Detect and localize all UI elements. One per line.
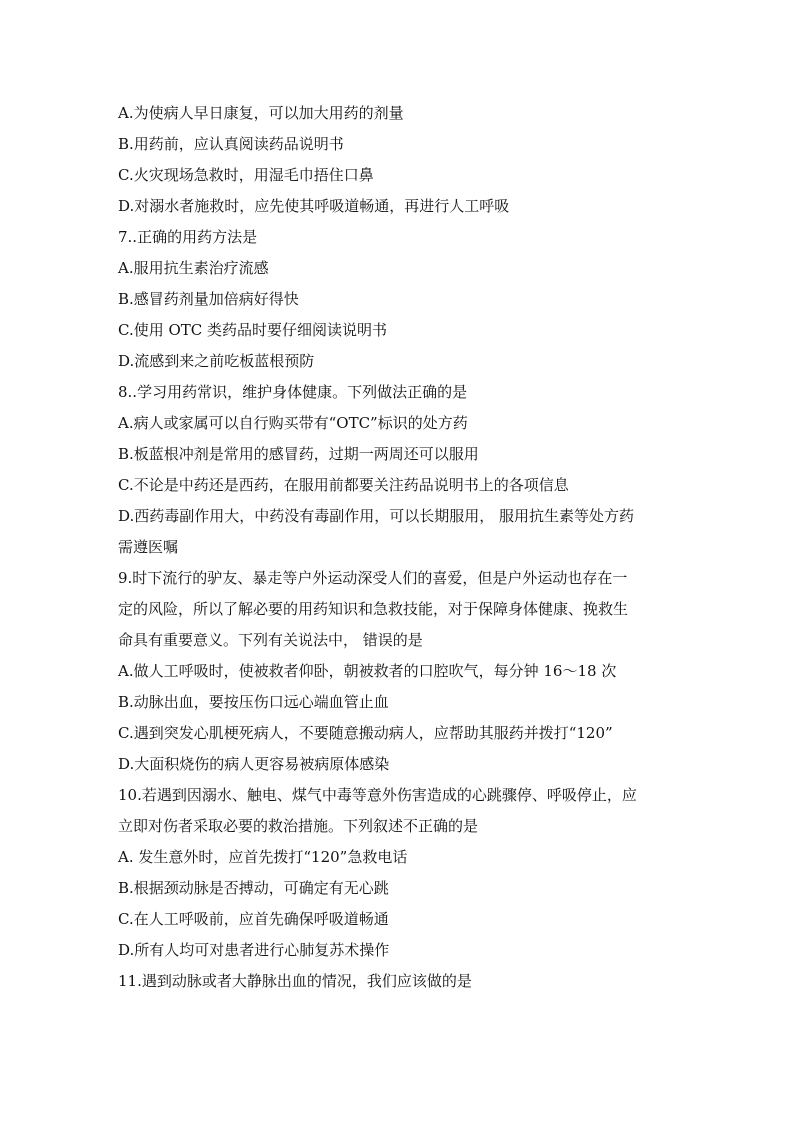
option-line: C.在人工呼吸前，应首先确保呼吸道畅通 (118, 910, 389, 928)
question-text-block (118, 98, 678, 997)
question-stem: 9.时下流行的驴友、暴走等户外运动深受人们的喜爱，但是户外运动也存在一 (118, 569, 628, 587)
option-line-continued: 需遵医嘱 (118, 538, 179, 556)
option-line: A. 发生意外时，应首先拨打“120”急救电话 (118, 848, 408, 866)
option-line: C.使用 OTC 类药品时要仔细阅读说明书 (118, 321, 388, 339)
option-line: B.感冒药剂量加倍病好得快 (118, 290, 299, 308)
option-line: C.不论是中药还是西药，在服用前都要关注药品说明书上的各项信息 (118, 476, 569, 494)
option-line: A.做人工呼吸时，使被救者仰卧，朝被救者的口腔吹气，每分钟 16～18 次 (118, 662, 617, 680)
option-line: B.用药前，应认真阅读药品说明书 (118, 135, 344, 153)
question-stem: 8..学习用药常识，维护身体健康。下列做法正确的是 (118, 383, 468, 401)
question-stem: 10.若遇到因溺水、触电、煤气中毒等意外伤害造成的心跳骤停、呼吸停止，应 (118, 786, 637, 804)
question-stem: 11.遇到动脉或者大静脉出血的情况，我们应该做的是 (118, 972, 472, 990)
option-line: A.服用抗生素治疗流感 (118, 259, 269, 277)
option-line: D.所有人均可对患者进行心肺复苏术操作 (118, 941, 390, 959)
option-line: D.对溺水者施救时，应先使其呼吸道畅通，再进行人工呼吸 (118, 197, 510, 215)
question-stem: 7..正确的用药方法是 (118, 228, 258, 246)
question-stem-continued: 立即对伤者采取必要的救治措施。下列叙述不正确的是 (118, 817, 479, 835)
option-line: C.火灾现场急救时，用湿毛巾捂住口鼻 (118, 166, 374, 184)
option-line: B.根据颈动脉是否搏动，可确定有无心跳 (118, 879, 389, 897)
option-line: B.板蓝根冲剂是常用的感冒药，过期一两周还可以服用 (118, 445, 479, 463)
option-line: D.大面积烧伤的病人更容易被病原体感染 (118, 755, 390, 773)
option-line: A.为使病人早日康复，可以加大用药的剂量 (118, 104, 404, 122)
option-line: B.动脉出血，要按压伤口远心端血管止血 (118, 693, 389, 711)
option-line: D.流感到来之前吃板蓝根预防 (118, 352, 315, 370)
question-stem-continued: 命具有重要意义。下列有关说法中， 错误的是 (118, 631, 423, 649)
option-line: C.遇到突发心肌梗死病人，不要随意搬动病人，应帮助其服药并拨打“120” (118, 724, 613, 742)
option-line: D.西药毒副作用大，中药没有毒副作用，可以长期服用， 服用抗生素等处方药 (118, 507, 635, 525)
option-line: A.病人或家属可以自行购买带有“OTC”标识的处方药 (118, 414, 468, 432)
question-stem-continued: 定的风险，所以了解必要的用药知识和急救技能，对于保障身体健康、挽救生 (118, 600, 629, 618)
